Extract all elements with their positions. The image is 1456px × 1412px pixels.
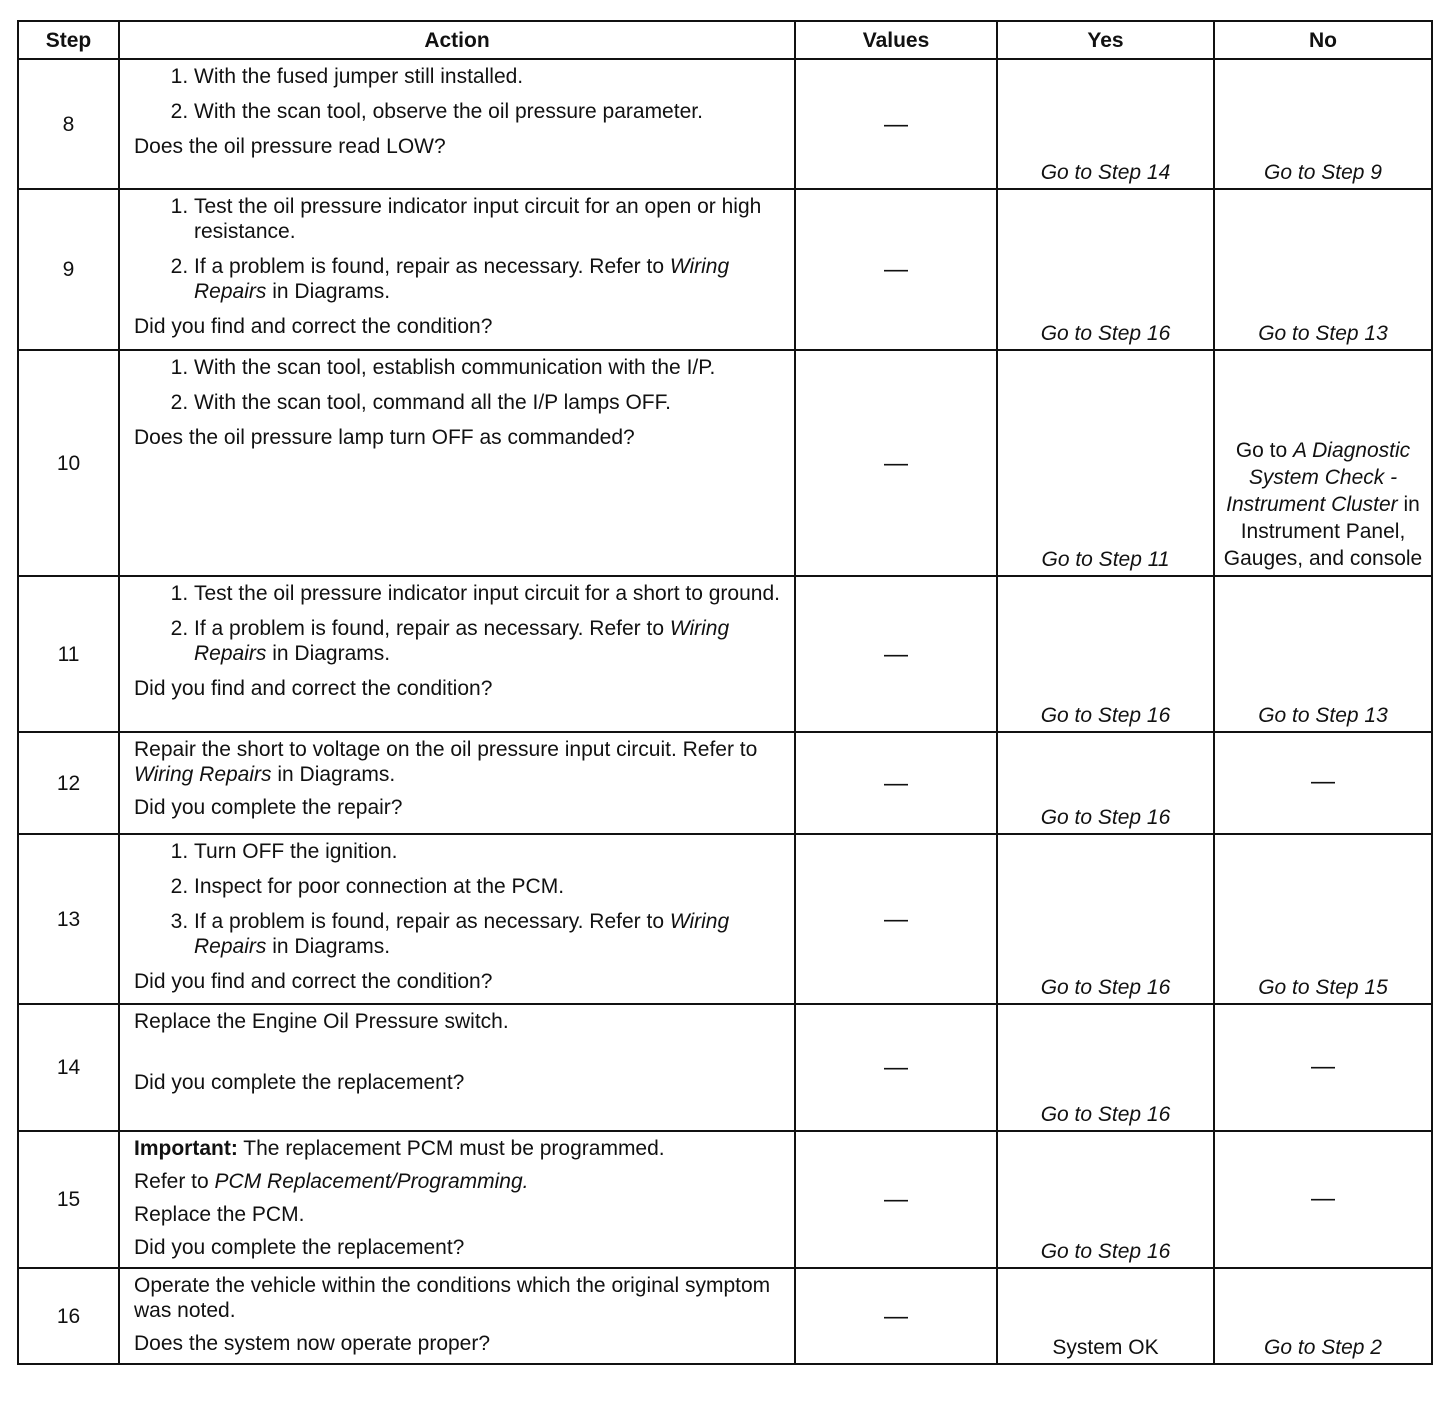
values-cell: — xyxy=(795,576,997,732)
table-row xyxy=(18,1004,1432,1131)
yes-link: Go to Step 16 xyxy=(1040,806,1171,829)
action-item: 1. With the scan tool, establish communication with the I/P. xyxy=(194,355,782,380)
step-number: 9 xyxy=(18,189,119,350)
action-cell xyxy=(119,576,795,732)
step-number: 8 xyxy=(18,59,119,189)
no-link: Go to Step 13 xyxy=(1258,704,1388,727)
action-item xyxy=(194,616,782,666)
action-text: in Diagrams. xyxy=(272,280,391,303)
important-note xyxy=(134,1136,782,1161)
action-item: 2. With the scan tool, observe the oil pressure parameter. xyxy=(194,99,782,124)
header-values: Values xyxy=(795,21,997,59)
step-number: 12 xyxy=(18,732,119,834)
yes-cell xyxy=(997,1131,1214,1268)
values-cell: — xyxy=(795,189,997,350)
no-cell xyxy=(1214,834,1432,1004)
no-link: Go to Step 13 xyxy=(1258,322,1388,345)
no-cell: — xyxy=(1214,1131,1432,1268)
reference-wiring-repairs: Wiring Repairs xyxy=(194,910,730,958)
step-number: 15 xyxy=(18,1131,119,1268)
action-cell xyxy=(119,189,795,350)
yes-cell xyxy=(997,732,1214,834)
action-item: 1. With the fused jumper still installed. xyxy=(194,64,782,89)
values-cell: — xyxy=(795,834,997,1004)
action-item: 2. Inspect for poor connection at the PCM. xyxy=(194,874,782,899)
table-row xyxy=(18,1131,1432,1268)
action-text-block: Replace the Engine Oil Pressure switch. xyxy=(134,1010,509,1033)
no-cell xyxy=(1214,1268,1432,1364)
action-item: 1. Test the oil pressure indicator input circuit for a short to ground. xyxy=(194,581,782,606)
yes-link: Go to Step 16 xyxy=(1040,1103,1171,1126)
header-yes: Yes xyxy=(997,21,1214,59)
action-text: in Diagrams. xyxy=(277,763,396,786)
yes-cell xyxy=(997,834,1214,1004)
table-row xyxy=(18,350,1432,576)
important-text: The replacement PCM must be programmed. xyxy=(243,1137,665,1160)
action-cell xyxy=(119,1131,795,1268)
action-text: If a problem is found, repair as necessary. Refer to xyxy=(194,255,664,278)
action-question: Does the oil pressure lamp turn OFF as commanded? xyxy=(134,426,635,449)
yes-link: Go to Step 16 xyxy=(1040,322,1171,345)
action-cell xyxy=(119,1004,795,1131)
action-text: in Diagrams. xyxy=(272,642,391,665)
action-text-block: Replace the PCM. xyxy=(134,1203,305,1226)
yes-link: Go to Step 11 xyxy=(1041,548,1170,571)
action-cell xyxy=(119,732,795,834)
no-link: Go to Step 9 xyxy=(1264,161,1382,184)
header-no: No xyxy=(1214,21,1432,59)
no-link: Go to Step 15 xyxy=(1258,976,1388,999)
yes-cell xyxy=(997,1004,1214,1131)
no-text: Instrument Panel, Gauges, and console xyxy=(1223,520,1423,570)
action-text-block xyxy=(134,737,782,787)
table-row xyxy=(18,732,1432,834)
action-item: 1. Test the oil pressure indicator input circuit for an open or high resistance. xyxy=(194,194,782,244)
values-cell: — xyxy=(795,732,997,834)
values-cell: — xyxy=(795,350,997,576)
reference-wiring-repairs: Wiring Repairs xyxy=(194,617,730,665)
action-text-block: Operate the vehicle within the conditions which the original symptom was noted. xyxy=(134,1274,771,1322)
table-row xyxy=(18,834,1432,1004)
action-text-block xyxy=(134,1169,782,1194)
action-text: Repair the short to voltage on the oil pressure input circuit. Refer to xyxy=(134,738,758,761)
header-action: Action xyxy=(119,21,795,59)
values-cell: — xyxy=(795,59,997,189)
values-cell: — xyxy=(795,1004,997,1131)
no-cell xyxy=(1214,350,1432,576)
yes-link: Go to Step 16 xyxy=(1040,976,1171,999)
action-question: Did you complete the replacement? xyxy=(134,1236,465,1259)
reference-wiring-repairs: Wiring Repairs xyxy=(194,255,730,303)
action-cell xyxy=(119,59,795,189)
action-text: If a problem is found, repair as necessary. Refer to xyxy=(194,910,664,933)
no-cell xyxy=(1214,189,1432,350)
reference-pcm-replacement: PCM Replacement/Programming. xyxy=(214,1170,529,1193)
action-item: 1. Turn OFF the ignition. xyxy=(194,839,782,864)
yes-link: Go to Step 14 xyxy=(1040,161,1171,184)
yes-cell xyxy=(997,189,1214,350)
yes-cell xyxy=(997,1268,1214,1364)
spacer xyxy=(134,1042,782,1070)
no-link: Go to Step 2 xyxy=(1264,1336,1382,1359)
action-cell xyxy=(119,1268,795,1364)
action-item: 2. With the scan tool, command all the I/P lamps OFF. xyxy=(194,390,782,415)
action-item xyxy=(194,254,782,304)
yes-link: Go to Step 16 xyxy=(1040,1240,1171,1263)
step-number: 14 xyxy=(18,1004,119,1131)
action-item xyxy=(194,909,782,959)
no-cell: — xyxy=(1214,732,1432,834)
diagnostic-table xyxy=(17,20,1433,1365)
table-row xyxy=(18,1268,1432,1364)
table-row xyxy=(18,189,1432,350)
no-cell: — xyxy=(1214,1004,1432,1131)
action-question: Did you find and correct the condition? xyxy=(134,315,493,338)
action-question: Does the oil pressure read LOW? xyxy=(134,135,446,158)
values-cell: — xyxy=(795,1131,997,1268)
important-label: Important: xyxy=(134,1137,238,1160)
no-cell xyxy=(1214,576,1432,732)
action-text: in Diagrams. xyxy=(272,935,391,958)
step-number: 10 xyxy=(18,350,119,576)
reference-wiring-repairs: Wiring Repairs xyxy=(134,763,272,786)
action-question: Did you complete the replacement? xyxy=(134,1071,465,1094)
action-question: Does the system now operate proper? xyxy=(134,1332,491,1355)
step-number: 11 xyxy=(18,576,119,732)
no-text: in xyxy=(1403,493,1420,516)
yes-text: System OK xyxy=(1052,1336,1159,1359)
values-cell: — xyxy=(795,1268,997,1364)
no-text: Go to xyxy=(1235,439,1288,462)
header-step: Step xyxy=(18,21,119,59)
yes-cell xyxy=(997,350,1214,576)
action-text: Refer to xyxy=(134,1170,209,1193)
no-cell xyxy=(1214,59,1432,189)
action-question: Did you complete the repair? xyxy=(134,796,403,819)
action-question: Did you find and correct the condition? xyxy=(134,677,493,700)
step-number: 16 xyxy=(18,1268,119,1364)
action-question: Did you find and correct the condition? xyxy=(134,970,493,993)
reference-diagnostic-system-check: A Diagnostic System Check - Instrument Cluster xyxy=(1226,439,1411,516)
table-row xyxy=(18,576,1432,732)
action-cell xyxy=(119,834,795,1004)
header-row xyxy=(18,21,1432,59)
action-text: If a problem is found, repair as necessary. Refer to xyxy=(194,617,664,640)
action-cell xyxy=(119,350,795,576)
table-row xyxy=(18,59,1432,189)
yes-cell xyxy=(997,576,1214,732)
yes-link: Go to Step 16 xyxy=(1040,704,1171,727)
yes-cell xyxy=(997,59,1214,189)
step-number: 13 xyxy=(18,834,119,1004)
